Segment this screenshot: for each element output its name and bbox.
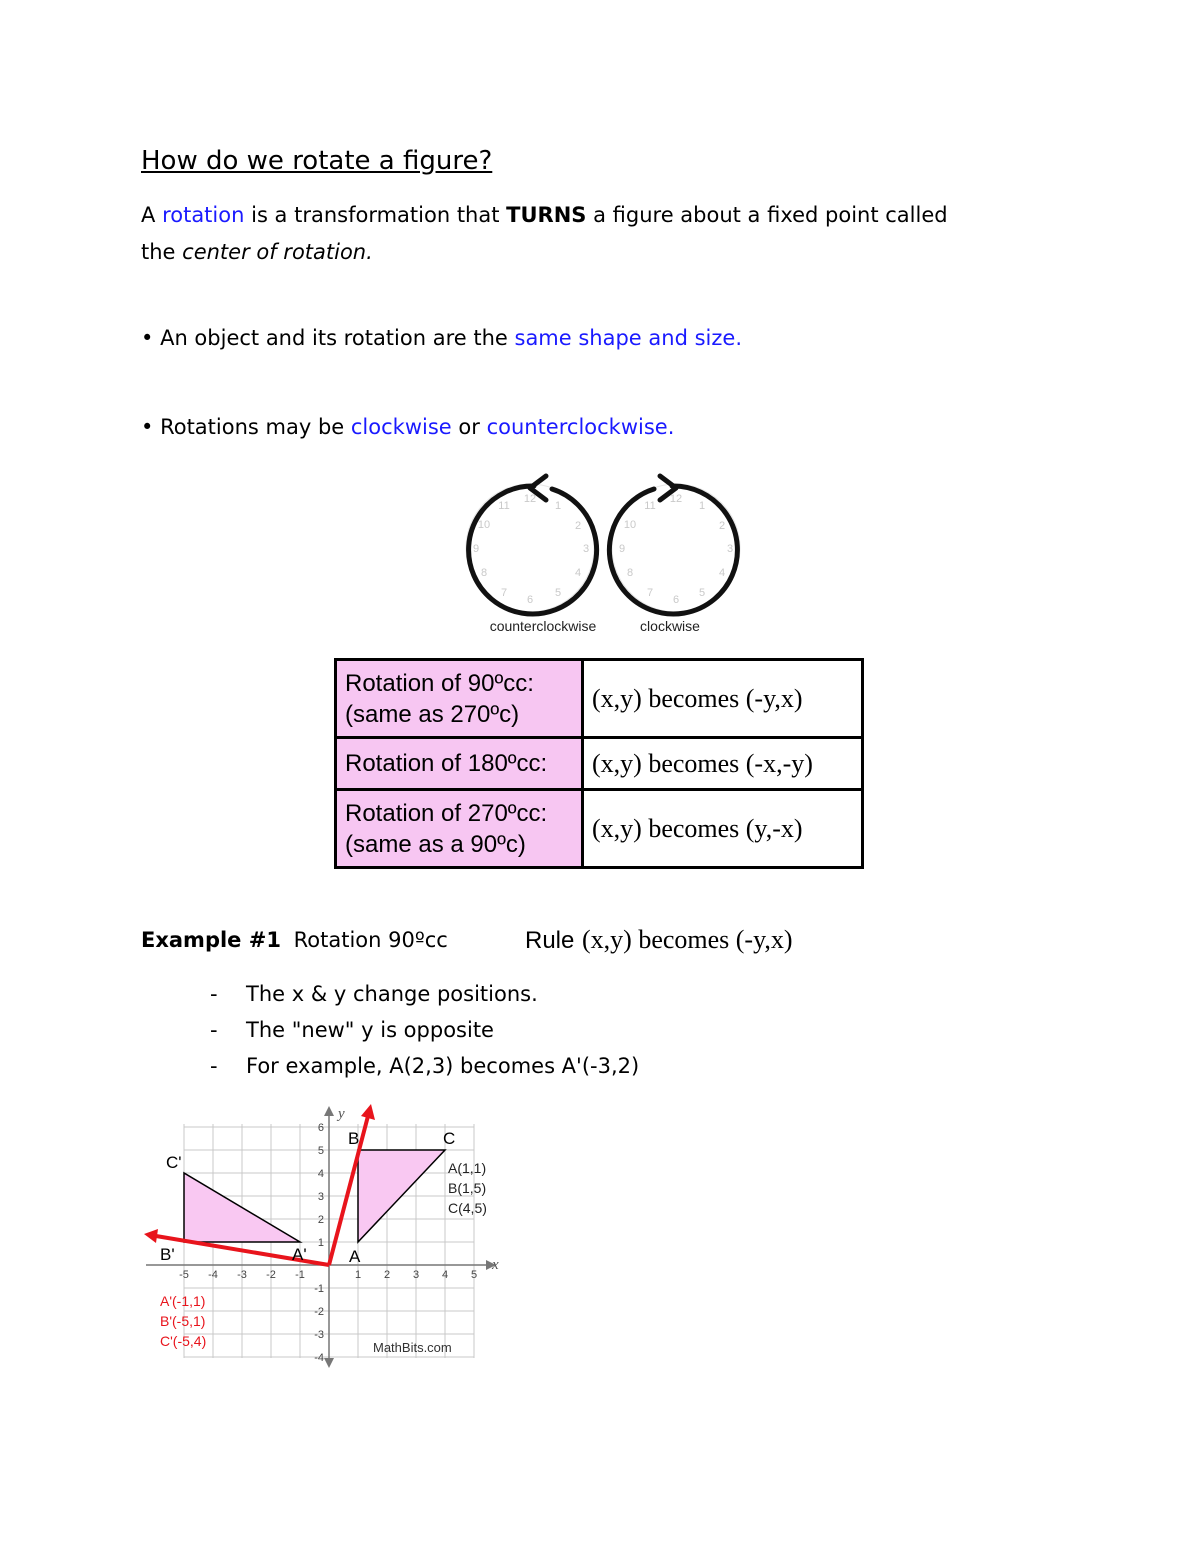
clock-number: 8 — [626, 567, 634, 579]
bullet-text: An object and its rotation are the — [160, 326, 508, 350]
definition-the: the — [141, 240, 176, 264]
y-tick-label: -1 — [314, 1283, 324, 1295]
vertex-label-c: C — [443, 1129, 456, 1148]
definition-a: A — [141, 203, 156, 227]
coordinate-label: C(4,5) — [448, 1200, 487, 1216]
coordinate-label: C'(-5,4) — [160, 1333, 207, 1349]
y-tick-label: -4 — [314, 1352, 324, 1364]
highlight-clockwise: clockwise — [350, 415, 452, 439]
rotation-label: Rotation of 180ºcc: — [345, 750, 548, 777]
bullet-marker: • — [141, 415, 154, 439]
clock-face-numbers — [619, 493, 733, 606]
clock-number: 5 — [554, 587, 562, 599]
clockwise-clock — [609, 476, 740, 614]
clock-number: 6 — [672, 594, 680, 606]
clock-number: 3 — [582, 543, 590, 555]
x-tick-label: 4 — [441, 1269, 449, 1281]
rotation-rules-table — [334, 658, 864, 869]
clock-number: 4 — [574, 567, 582, 579]
coordinate-label: B(1,5) — [448, 1180, 487, 1196]
clock-number: 12 — [669, 493, 683, 505]
rotation-label: Rotation of 270ºcc: — [345, 799, 548, 827]
rotation-label-note: (same as 270ºc) — [345, 700, 520, 728]
original-coordinates — [448, 1160, 487, 1216]
vertex-label-b: B — [348, 1129, 360, 1148]
clock-number: 4 — [718, 567, 726, 579]
example-rotation: Rotation 90ºcc — [293, 928, 448, 952]
red-arrowhead-icon — [144, 1229, 158, 1243]
example-label: Example #1 — [141, 928, 281, 952]
x-tick-label: 3 — [412, 1269, 420, 1281]
note-text: The "new" y is opposite — [246, 1018, 494, 1042]
rotation-label-cell — [336, 738, 583, 790]
bullet-text: Rotations may be — [160, 415, 345, 439]
definition-text-2: a figure about a fixed point called — [593, 203, 948, 227]
y-tick-label: -2 — [314, 1306, 324, 1318]
red-arrowhead-icon — [361, 1104, 375, 1120]
term-rotation: rotation — [162, 203, 245, 227]
x-tick-label: 2 — [383, 1269, 391, 1281]
rotation-rule-cell: (x,y) becomes (-y,x) — [583, 660, 863, 738]
bullet-period: . — [735, 326, 742, 350]
y-tick-labels — [314, 1122, 324, 1364]
list-item: - For example, A(2,3) becomes A'(-3,2) — [210, 1054, 640, 1078]
highlight-same-shape: same shape and size — [514, 326, 736, 350]
x-tick-label: 5 — [470, 1269, 478, 1281]
example-rule — [525, 925, 793, 955]
rotation-coordinate-graph — [140, 1102, 520, 1370]
y-axis-label: y — [338, 1106, 345, 1122]
definition-line-1 — [141, 197, 948, 234]
example-heading — [141, 928, 448, 952]
clock-number: 9 — [618, 543, 626, 555]
x-tick-label: -5 — [179, 1269, 189, 1281]
rule-word: Rule — [525, 927, 575, 954]
bullet-directions — [141, 415, 674, 439]
rotation-rule-cell: (x,y) becomes (y,-x) — [583, 790, 863, 868]
y-axis-down-arrow-icon — [324, 1358, 334, 1368]
source-credit: MathBits.com — [373, 1340, 452, 1355]
clock-number: 1 — [554, 500, 562, 512]
vertex-label-c-prime: C' — [166, 1153, 182, 1172]
table-row — [336, 660, 863, 738]
page-title: How do we rotate a figure? — [141, 146, 493, 176]
y-tick-label: 4 — [317, 1168, 324, 1180]
clock-number: 1 — [698, 500, 706, 512]
clockwise-caption: clockwise — [640, 618, 700, 634]
clock-number: 2 — [574, 520, 582, 532]
clock-number: 12 — [523, 493, 537, 505]
list-item: - The x & y change positions. — [210, 982, 538, 1006]
example-notes — [210, 976, 639, 1084]
clock-number: 7 — [500, 587, 508, 599]
y-tick-label: 2 — [317, 1214, 324, 1226]
x-tick-labels — [179, 1269, 477, 1281]
clock-number: 5 — [698, 587, 706, 599]
y-tick-label: 3 — [317, 1191, 324, 1203]
clock-number: 11 — [644, 500, 656, 512]
list-item: - The "new" y is opposite — [210, 1018, 494, 1042]
bullet-same-shape — [141, 326, 742, 350]
clock-number: 8 — [480, 567, 488, 579]
clock-face-numbers — [473, 493, 589, 606]
term-center-of-rotation: center of rotation. — [182, 240, 373, 264]
highlight-counterclockwise: counterclockwise. — [486, 415, 675, 439]
rotation-rule-cell: (x,y) becomes (-x,-y) — [583, 738, 863, 790]
rule-formula: (x,y) becomes (-y,x) — [582, 925, 793, 954]
y-tick-label: 1 — [317, 1237, 324, 1249]
rotation-label-note: (same as a 90ºc) — [345, 830, 526, 858]
x-tick-label: -1 — [295, 1269, 305, 1281]
bullet-marker: • — [141, 326, 154, 350]
clock-number: 7 — [646, 587, 654, 599]
x-tick-label: -2 — [266, 1269, 276, 1281]
counterclockwise-clock — [466, 476, 597, 614]
x-tick-label: 1 — [354, 1269, 362, 1281]
rotation-label-cell — [336, 660, 583, 738]
clock-number: 2 — [718, 520, 726, 532]
rotation-direction-illustration — [456, 462, 752, 640]
y-tick-label: 5 — [317, 1145, 324, 1157]
rotation-label-cell — [336, 790, 583, 868]
table-row — [336, 790, 863, 868]
coordinate-label: A'(-1,1) — [160, 1293, 206, 1309]
clock-number: 3 — [726, 543, 734, 555]
counterclockwise-caption: counterclockwise — [489, 618, 597, 634]
x-tick-label: -3 — [237, 1269, 247, 1281]
vertex-label-a-prime: A' — [292, 1245, 307, 1264]
note-text: For example, A(2,3) becomes A'(-3,2) — [246, 1054, 640, 1078]
x-axis-label: x — [492, 1257, 499, 1273]
clock-number: 10 — [623, 519, 637, 531]
vertex-label-b-prime: B' — [160, 1245, 175, 1264]
bullet-or: or — [458, 415, 480, 439]
definition-text-1: is a transformation that — [251, 203, 500, 227]
note-text: The x & y change positions. — [246, 982, 538, 1006]
clock-number: 11 — [498, 500, 510, 512]
term-turns: TURNS — [506, 203, 587, 227]
definition-line-2 — [141, 234, 373, 271]
vertex-label-a: A — [349, 1247, 361, 1266]
clock-number: 9 — [472, 543, 480, 555]
rotated-coordinates — [160, 1293, 206, 1349]
table-row — [336, 738, 863, 790]
rotation-label: Rotation of 90ºcc: — [345, 669, 534, 697]
coordinate-label: B'(-5,1) — [160, 1313, 206, 1329]
y-tick-label: 6 — [317, 1122, 324, 1134]
y-tick-label: -3 — [314, 1329, 324, 1341]
clock-number: 10 — [477, 519, 491, 531]
coordinate-label: A(1,1) — [448, 1160, 487, 1176]
y-axis-arrow-icon — [324, 1106, 334, 1116]
clock-number: 6 — [526, 594, 534, 606]
x-tick-label: -4 — [208, 1269, 218, 1281]
